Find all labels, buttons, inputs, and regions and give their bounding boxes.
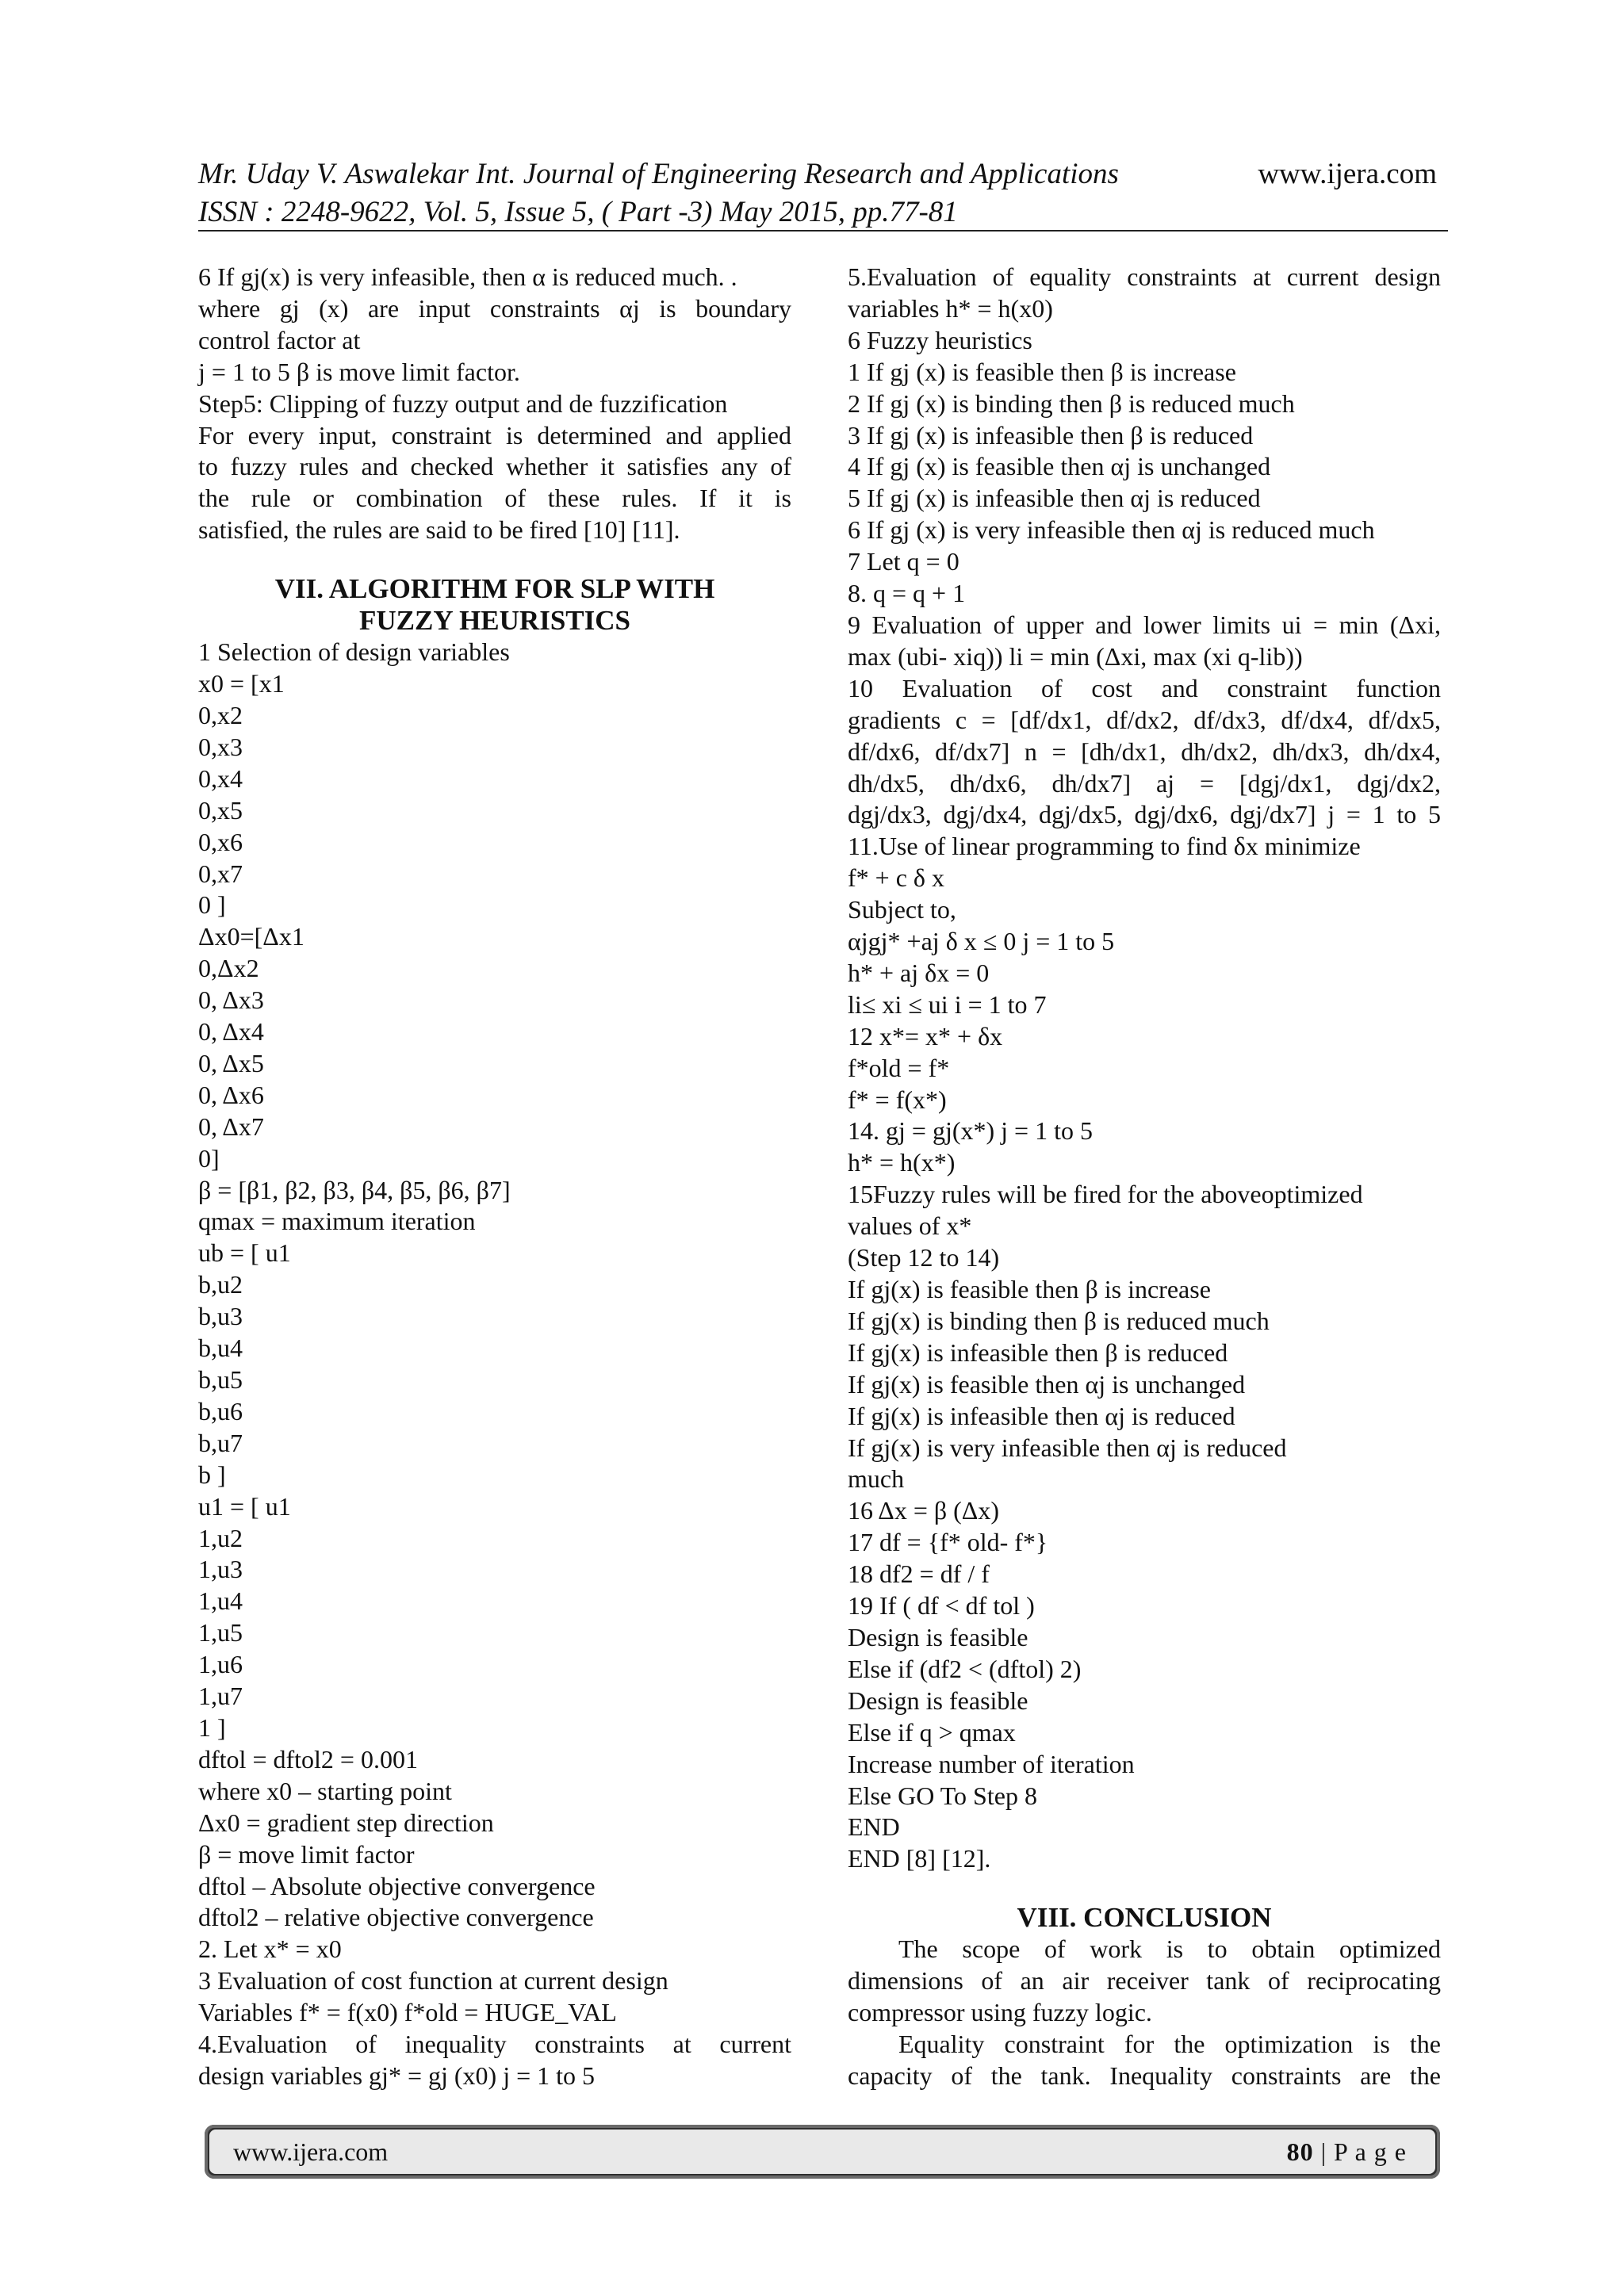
text-line: dftol – Absolute objective convergence xyxy=(198,1871,596,1900)
text-line: li≤ xi ≤ ui i = 1 to 7 xyxy=(848,989,1047,1019)
text-line: 0, Δx3 xyxy=(198,985,264,1015)
text-line: 0, Δx5 xyxy=(198,1048,264,1077)
text-line: 19 If ( df < df tol ) xyxy=(848,1591,1035,1621)
text-line: to fuzzy rules and checked whether it satisfies any of xyxy=(198,452,791,481)
text-line: 7 Let q = 0 xyxy=(848,547,959,576)
text-line: 0, Δx6 xyxy=(198,1080,264,1109)
text-line: END xyxy=(848,1812,900,1842)
text-line: b ] xyxy=(198,1460,226,1489)
text-line: 12 x*= x* + δx xyxy=(848,1021,1003,1050)
text-line: satisfied, the rules are said to be fired [10] [11]. xyxy=(198,515,680,545)
text-line: αjgj* +aj δ x ≤ 0 j = 1 to 5 xyxy=(848,927,1115,956)
text-line: df/dx6, df/dx7] n = [dh/dx1, dh/dx2, dh/dx3, dh/dx4, xyxy=(848,737,1441,766)
text-line: 8. q = q + 1 xyxy=(848,579,966,608)
text-line: u1 = [ u1 xyxy=(198,1491,291,1521)
text-line: where x0 – starting point xyxy=(198,1776,452,1805)
text-line: 14. gj = gj(x*) j = 1 to 5 xyxy=(848,1116,1093,1146)
text-line: Δx0=[Δx1 xyxy=(198,922,304,951)
text-line: Δx0 = gradient step direction xyxy=(198,1808,494,1837)
text-line: dh/dx5, dh/dx6, dh/dx7] aj = [dgj/dx1, dgj/dx2, xyxy=(848,768,1441,798)
paragraph-gap xyxy=(198,546,791,573)
text-line: 0 ] xyxy=(198,890,226,920)
text-line: END [8] [12]. xyxy=(848,1844,991,1873)
text-line: 0, Δx7 xyxy=(198,1112,264,1141)
text-line: 9 Evaluation of upper and lower limits ui = min (Δxi, xyxy=(848,610,1441,639)
paragraph-gap xyxy=(848,1875,1441,1902)
text-line: If gj(x) is very infeasible then αj is reduced xyxy=(848,1433,1287,1462)
right-column xyxy=(848,262,1441,2092)
text-line: Equality constraint for the optimization is the xyxy=(898,2029,1441,2058)
text-line: 4 If gj (x) is feasible then αj is unchanged xyxy=(848,452,1271,481)
text-line: variables h* = h(x0) xyxy=(848,293,1053,323)
text-line: 0,x3 xyxy=(198,732,243,761)
text-line: 1,u3 xyxy=(198,1555,243,1584)
text-line: Else if (df2 < (dftol) 2) xyxy=(848,1654,1082,1683)
text-line: much xyxy=(848,1464,905,1494)
text-line: control factor at xyxy=(198,325,361,354)
text-line: Variables f* = f(x0) f*old = HUGE_VAL xyxy=(198,1998,617,2027)
text-line: β = move limit factor xyxy=(198,1839,415,1869)
text-line: f*old = f* xyxy=(848,1053,950,1082)
text-line: values of x* xyxy=(848,1211,972,1241)
text-line: 18 df2 = df / f xyxy=(848,1559,990,1589)
text-line: 4.Evaluation of inequality constraints at current xyxy=(198,2030,791,2059)
text-line: dimensions of an air receiver tank of reciprocating xyxy=(848,1966,1441,1996)
page-footer xyxy=(205,2125,1440,2179)
text-line: Increase number of iteration xyxy=(848,1749,1135,1778)
text-line: Step5: Clipping of fuzzy output and de fuzzification xyxy=(198,388,728,418)
text-line: 1,u2 xyxy=(198,1523,243,1552)
text-line: b,u7 xyxy=(198,1428,243,1457)
text-line: 11.Use of linear programming to find δx minimize xyxy=(848,832,1361,861)
text-line: 1,u4 xyxy=(198,1586,243,1616)
text-line: 0] xyxy=(198,1143,220,1173)
footer-bar xyxy=(209,2130,1435,2174)
text-line: dftol2 – relative objective convergence xyxy=(198,1903,594,1932)
text-line: dftol = dftol2 = 0.001 xyxy=(198,1744,418,1774)
text-line: 16 Δx = β (Δx) xyxy=(848,1496,1000,1525)
text-line: If gj(x) is feasible then β is increase xyxy=(848,1275,1211,1303)
header-rule xyxy=(198,230,1448,232)
text-line: 0,Δx2 xyxy=(198,954,259,983)
text-line: 5 If gj (x) is infeasible then αj is reduced xyxy=(848,484,1261,513)
text-line: 3 Evaluation of cost function at current design xyxy=(198,1966,668,1996)
text-line: f* + c δ x xyxy=(848,863,944,893)
text-line: 2. Let x* = x0 xyxy=(198,1934,342,1964)
text-line: If gj(x) is feasible then αj is unchanged xyxy=(848,1369,1246,1399)
text-line: b,u4 xyxy=(198,1334,243,1363)
text-line: 0, Δx4 xyxy=(198,1017,264,1047)
text-line: 1,u6 xyxy=(198,1650,243,1679)
left-column xyxy=(198,262,791,2092)
text-line: 1,u7 xyxy=(198,1682,243,1711)
text-line: 1 ] xyxy=(198,1712,226,1742)
text-line: f* = f(x*) xyxy=(848,1085,947,1114)
text-line: Design is feasible xyxy=(848,1622,1028,1651)
text-line: b,u3 xyxy=(198,1302,243,1331)
text-line: 2 If gj (x) is binding then β is reduced much xyxy=(848,388,1295,418)
text-line: ub = [ u1 xyxy=(198,1238,291,1268)
header-journal-line: Mr. Uday V. Aswalekar Int. Journal of Engineering Research and Applications xyxy=(198,158,1119,190)
text-line: where gj (x) are input constraints αj is boundary xyxy=(198,293,791,323)
section-heading: VII. ALGORITHM FOR SLP WITH xyxy=(274,573,715,605)
text-line: Subject to, xyxy=(848,895,956,924)
text-line: If gj(x) is binding then β is reduced much xyxy=(848,1306,1270,1335)
text-line: Design is feasible xyxy=(848,1686,1028,1715)
text-line: 6 If gj (x) is very infeasible then αj is reduced much xyxy=(848,515,1375,545)
text-line: design variables gj* = gj (x0) j = 1 to 5 xyxy=(198,2061,596,2090)
text-line: h* = h(x*) xyxy=(848,1148,956,1177)
text-line: 6 If gj(x) is very infeasible, then α is reduced much. . xyxy=(198,262,737,291)
text-line: (Step 12 to 14) xyxy=(848,1243,1000,1272)
text-line: 5.Evaluation of equality constraints at current design xyxy=(848,262,1441,291)
footer-url[interactable]: www.ijera.com xyxy=(233,2137,389,2166)
text-line: 1 Selection of design variables xyxy=(198,637,510,667)
text-line: 0,x5 xyxy=(198,795,243,825)
text-line: compressor using fuzzy logic. xyxy=(848,1998,1152,2027)
text-line: b,u5 xyxy=(198,1365,243,1394)
text-line: qmax = maximum iteration xyxy=(198,1207,476,1236)
text-line: max (ubi- xiq)) li = min (Δxi, max (xi q-lib)) xyxy=(848,641,1303,671)
header-url[interactable]: www.ijera.com xyxy=(1258,158,1437,190)
section-heading: VIII. CONCLUSION xyxy=(1017,1902,1272,1934)
text-line: b,u2 xyxy=(198,1270,243,1299)
text-line: 6 Fuzzy heuristics xyxy=(848,325,1032,354)
footer-page-number xyxy=(1287,2130,1407,2174)
page-number: 80 xyxy=(1286,2137,1314,2166)
text-line: 0,x2 xyxy=(198,700,243,729)
text-line: 3 If gj (x) is infeasible then β is reduced xyxy=(848,420,1254,450)
page-label: | P a g e xyxy=(1313,2137,1407,2166)
text-line: 1 If gj (x) is feasible then β is increase xyxy=(848,357,1236,386)
text-line: dgj/dx3, dgj/dx4, dgj/dx5, dgj/dx6, dgj/dx7] j = 1 to 5 xyxy=(848,800,1441,829)
text-line: 0,x4 xyxy=(198,763,243,793)
text-line: x0 = [x1 xyxy=(198,669,285,698)
text-line: 17 df = {f* old- f*} xyxy=(848,1528,1048,1557)
header-issn-line: ISSN : 2248-9622, Vol. 5, Issue 5, ( Part -3) May 2015, pp.77-81 xyxy=(198,196,958,228)
text-line: h* + aj δx = 0 xyxy=(848,958,990,987)
text-line: 1,u5 xyxy=(198,1618,243,1647)
text-line: If gj(x) is infeasible then β is reduced xyxy=(848,1337,1228,1367)
text-line: gradients c = [df/dx1, df/dx2, df/dx3, df/dx4, df/dx5, xyxy=(848,705,1441,734)
text-line: 10 Evaluation of cost and constraint function xyxy=(848,673,1441,702)
text-line: 0,x6 xyxy=(198,827,243,856)
text-line: Else if q > qmax xyxy=(848,1717,1016,1747)
text-line: 15Fuzzy rules will be fired for the aboveoptimized xyxy=(848,1180,1363,1209)
text-line: the rule or combination of these rules. If it is xyxy=(198,484,791,513)
text-line: β = [β1, β2, β3, β4, β5, β6, β7] xyxy=(198,1175,511,1204)
text-line: If gj(x) is infeasible then αj is reduced xyxy=(848,1401,1235,1430)
text-line: 0,x7 xyxy=(198,859,243,888)
text-line: Else GO To Step 8 xyxy=(848,1781,1037,1810)
text-line: The scope of work is to obtain optimized xyxy=(898,1934,1441,1964)
text-line: j = 1 to 5 β is move limit factor. xyxy=(198,357,520,386)
text-line: b,u6 xyxy=(198,1396,243,1425)
text-line: For every input, constraint is determined and applied xyxy=(198,420,791,450)
section-heading: FUZZY HEURISTICS xyxy=(359,605,630,637)
text-line: capacity of the tank. Inequality constraints are the xyxy=(848,2061,1441,2090)
running-header xyxy=(198,155,1448,232)
